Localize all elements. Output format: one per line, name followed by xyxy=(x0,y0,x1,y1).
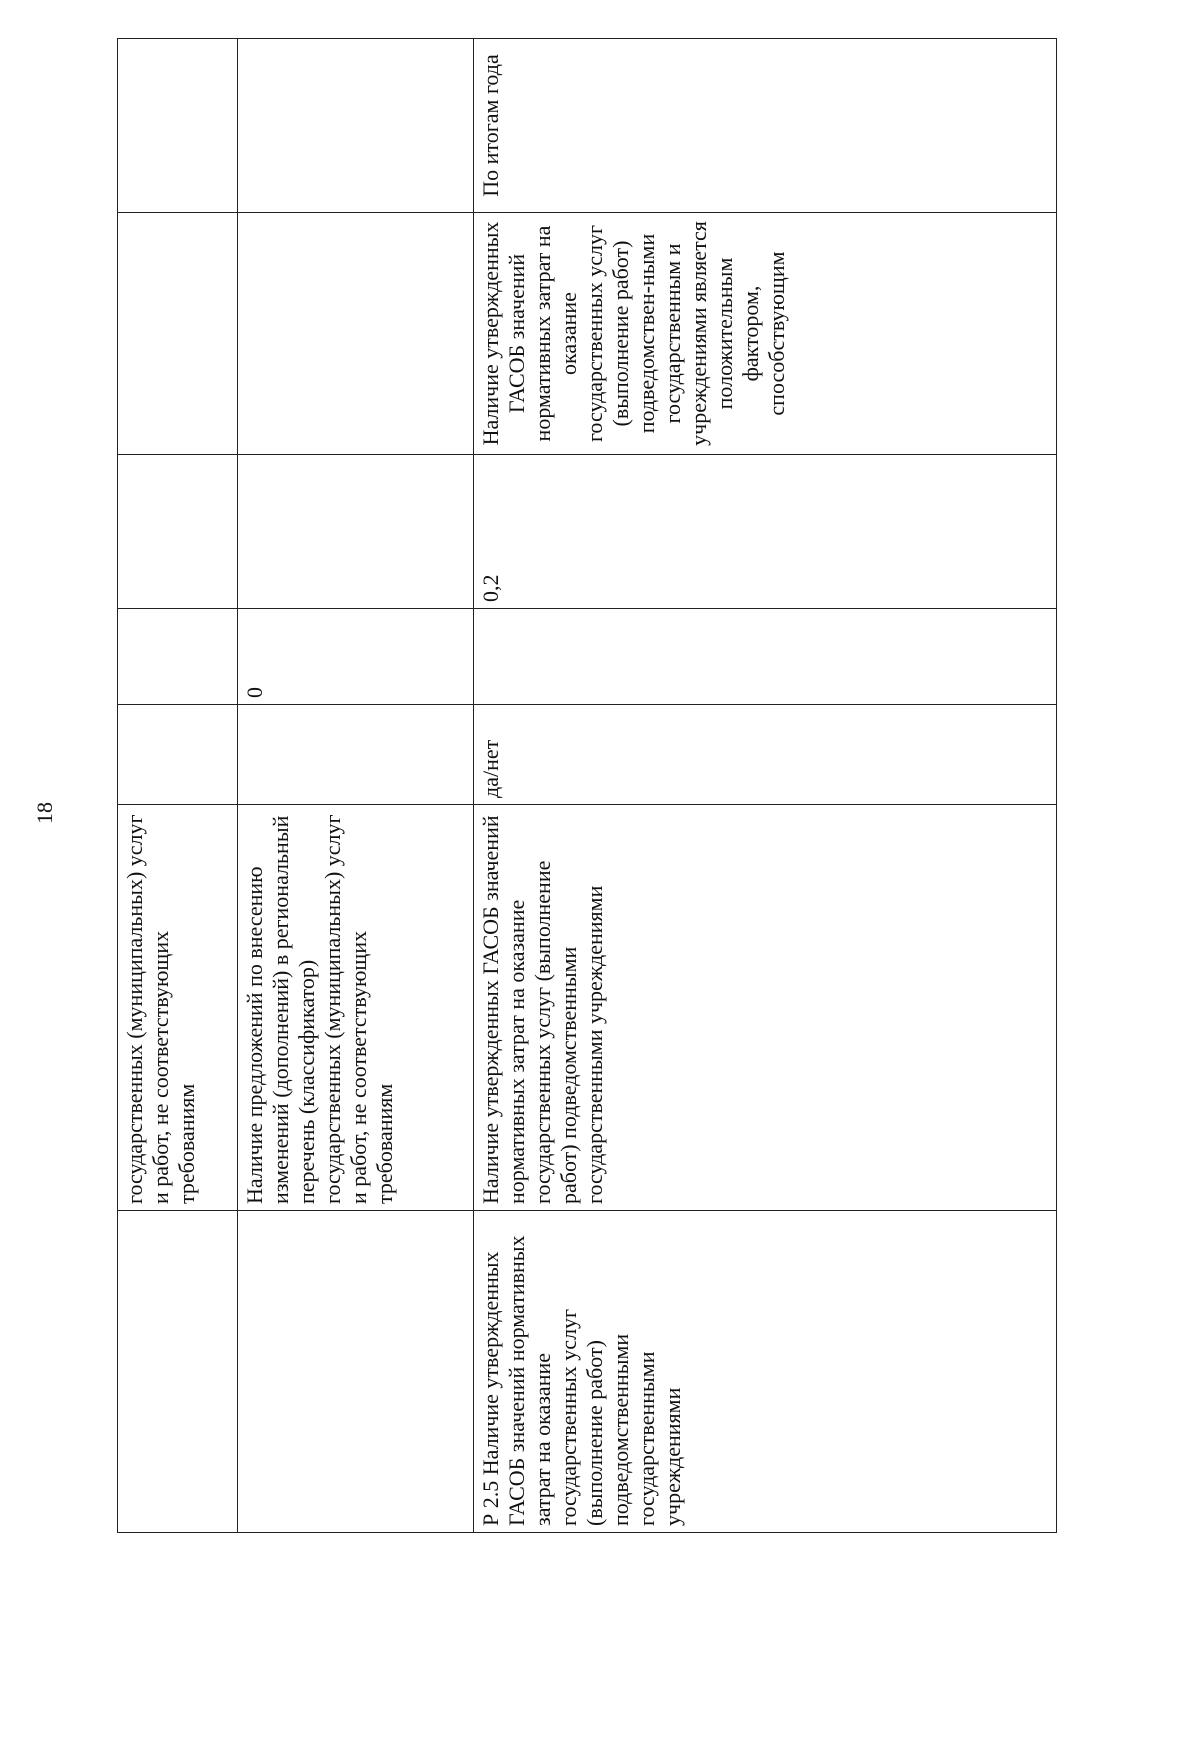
period-cell: По итогам года xyxy=(474,39,1057,213)
indicator-cell: Р 2.5 Наличие утвержденных ГАСОБ значений нормативных затрат на оказание государственных услуг (выполнение работ) подведомственными государственными учреждениями xyxy=(474,1211,1057,1533)
description-cell: Наличие предложений по внесению изменений (дополнений) в региональный перечень (классификатор) государственных (муниципальных) услуг и работ, не соответствующих требованиям xyxy=(238,805,474,1211)
unit-cell: да/нет xyxy=(474,705,1057,805)
table-row xyxy=(118,39,238,1533)
period-cell xyxy=(238,39,474,213)
table-container xyxy=(117,39,1200,1755)
comment-cell: Наличие утвержденных ГАСОБ значений нормативных затрат на оказание государственных услуг (выполнение работ) подведомствен-ными государственным и учреждениями является положительным фактором, способствующим xyxy=(474,213,1057,455)
table-row xyxy=(238,39,474,1533)
indicator-cell xyxy=(238,1211,474,1533)
value-a-cell: 0 xyxy=(238,609,474,705)
unit-cell xyxy=(238,705,474,805)
description-cell: государственных (муниципальных) услуг и работ, не соответствующих требованиям xyxy=(118,805,238,1211)
indicator-cell xyxy=(118,1211,238,1533)
comment-cell xyxy=(118,213,238,455)
unit-cell xyxy=(118,705,238,805)
value-a-cell xyxy=(474,609,1057,705)
value-b-cell xyxy=(118,455,238,609)
table-row xyxy=(474,39,1057,1533)
value-a-cell xyxy=(118,609,238,705)
description-cell: Наличие утвержденных ГАСОБ значений нормативных затрат на оказание государственных услуг (выполнение работ) подведомственными государственными учреждениями xyxy=(474,805,1057,1211)
comment-cell xyxy=(238,213,474,455)
value-b-cell: 0,2 xyxy=(474,455,1057,609)
rotated-table-frame xyxy=(117,39,1060,1533)
indicators-table xyxy=(117,38,1057,1533)
period-cell xyxy=(118,39,238,213)
page-number: 18 xyxy=(32,802,57,824)
value-b-cell xyxy=(238,455,474,609)
